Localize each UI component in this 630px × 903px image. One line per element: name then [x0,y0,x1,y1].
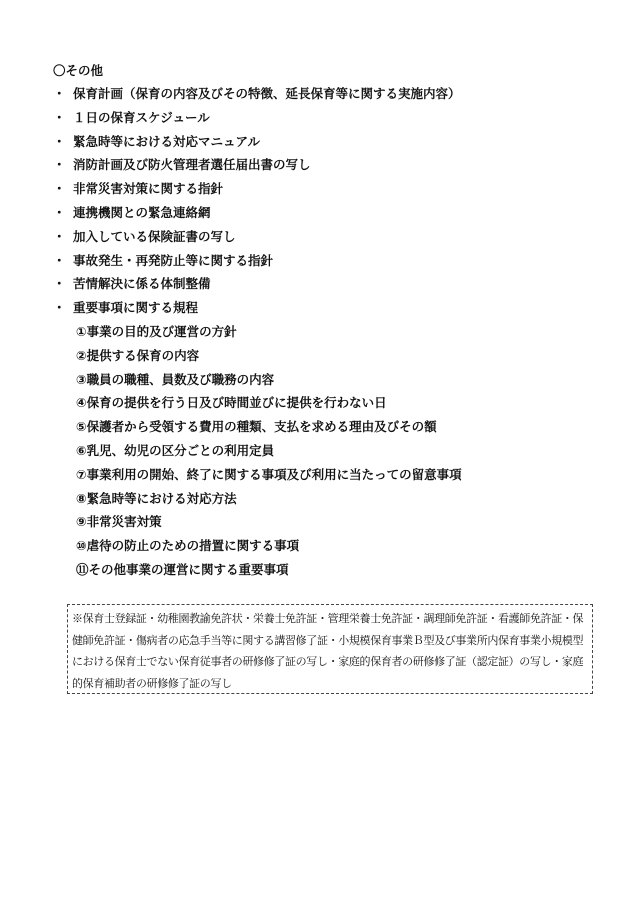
sub-list-item: ④保育の提供を行う日及び時間並びに提供を行わない日 [76,395,387,411]
required-documents-list [53,86,461,324]
list-item [53,134,461,158]
list-item-text: １日の保育スケジュール [73,109,210,125]
list-item [53,253,461,277]
sub-list-item: ⑥乳児、幼児の区分ごとの利用定員 [76,442,275,458]
list-item-text: 加入している保険証書の写し [73,228,236,244]
sub-list-item: ⑧緊急時等における対応方法 [76,490,237,506]
sub-list-item: ⑨非常災害対策 [76,514,162,530]
sub-list-item: ⑦事業利用の開始、終了に関する事項及び利用に当たっての留意事項 [76,466,462,482]
list-item [53,86,461,110]
list-item [53,110,461,134]
list-item [53,205,461,229]
bullet-mark: ・ [53,252,66,268]
list-item [53,181,461,205]
certificates-note-box [67,604,593,694]
bullet-mark: ・ [53,204,66,220]
list-item [53,276,461,300]
list-item-text: 重要事項に関する規程 [73,300,199,316]
bullet-mark: ・ [53,228,66,244]
list-item [53,157,461,181]
bullet-mark: ・ [53,181,66,197]
bullet-mark: ・ [53,276,66,292]
regulations-sub-list [76,324,462,586]
list-item-text: 連携機関との緊急連絡網 [73,204,211,220]
section-title: 〇その他 [53,63,104,78]
bullet-mark: ・ [53,109,66,125]
sub-list-item: ⑤保護者から受領する費用の種類、支払を求める理由及びその額 [76,419,437,435]
list-item [53,300,461,324]
sub-list-item: ⑩虐待の防止のための措置に関する事項 [76,538,300,554]
sub-list-item: ②提供する保育の内容 [76,347,200,363]
bullet-mark: ・ [53,300,66,316]
list-item-text: 保育計画（保育の内容及びその特徴、延長保育等に関する実施内容） [73,86,461,101]
list-item-text: 非常災害対策に関する指針 [73,181,224,197]
bullet-mark: ・ [53,133,66,149]
list-item-text: 事故発生・再発防止等に関する指針 [73,252,274,268]
sub-list-item: ③職員の職種、員数及び職務の内容 [76,371,275,387]
certificates-note-text: ※保育士登録証・幼稚園教諭免許状・栄養士免許証・管理栄養士免許証・調理師免許証・看護師免許証・保健師免許証・傷病者の応急手当等に関する講習修了証・小規模保育事業Ｂ型及び事業所内保育事業小規模型における保育士でない保育従事者の研修修了証の写し・家庭的保育者の研修修了証（認定証）の写し・家庭的保育補助者の研修修了証の写し [72,612,584,690]
sub-list-item: ①事業の目的及び運営の方針 [76,324,237,339]
list-item [53,229,461,253]
list-item-text: 緊急時等における対応マニュアル [73,133,261,149]
list-item-text: 苦情解決に係る体制整備 [73,276,211,292]
list-item-text: 消防計画及び防火管理者選任届出書の写し [73,157,311,173]
bullet-mark: ・ [53,157,66,173]
sub-list-item: ⑪その他事業の運営に関する重要事項 [76,561,289,577]
bullet-mark: ・ [53,86,66,101]
